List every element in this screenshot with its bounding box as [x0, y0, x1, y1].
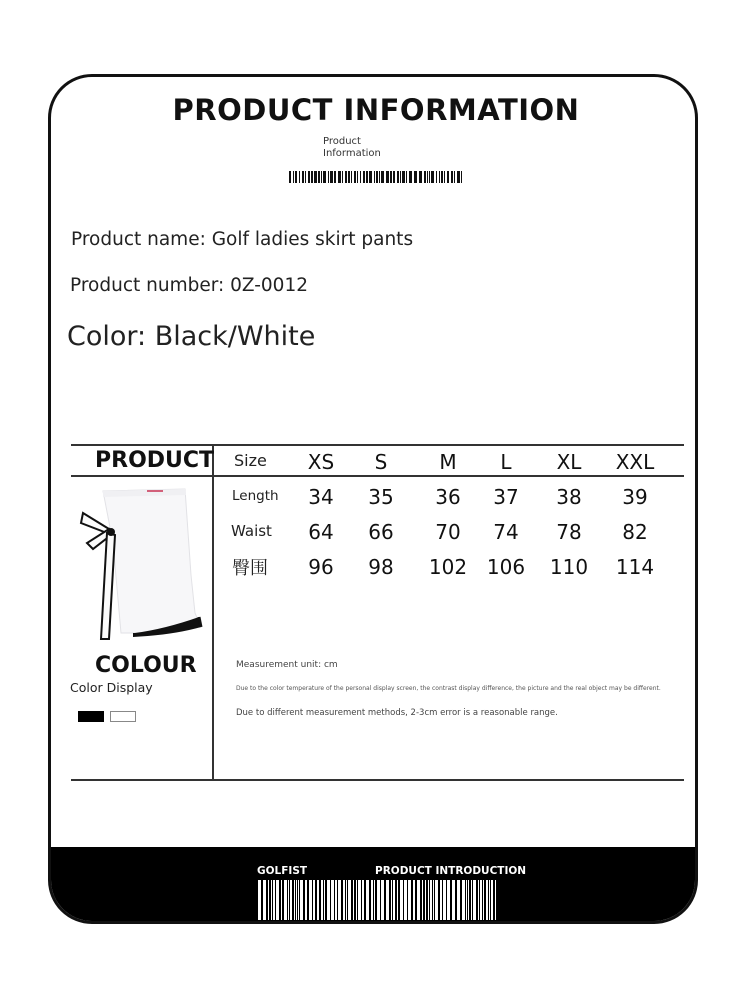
barcode-bar	[314, 171, 317, 183]
barcode-bar	[386, 171, 389, 183]
barcode-bar	[309, 880, 312, 920]
barcode-bar	[404, 880, 407, 920]
size-l: L	[500, 450, 512, 474]
table-cell: 37	[493, 485, 519, 509]
table-bottom-border	[71, 779, 684, 781]
barcode-bar	[406, 171, 407, 183]
barcode-bar	[305, 880, 307, 920]
product-name: Product name: Golf ladies skirt pants	[71, 229, 414, 250]
barcode-bar	[480, 880, 482, 920]
size-xxl: XXL	[615, 450, 655, 474]
barcode-bar	[334, 171, 336, 183]
barcode-bar	[386, 880, 389, 920]
barcode-bar	[345, 171, 347, 183]
barcode-bar	[433, 880, 434, 920]
table-cell: 82	[622, 520, 648, 544]
barcode-bar	[271, 880, 272, 920]
barcode-bar	[436, 171, 437, 183]
barcode-bar	[305, 171, 306, 183]
barcode-bar	[357, 171, 358, 183]
barcode-bar	[366, 171, 368, 183]
subtitle-line-1: Product	[323, 136, 361, 147]
barcode-bar	[295, 171, 297, 183]
barcode-bar	[414, 171, 417, 183]
barcode-bar	[441, 171, 443, 183]
subtitle	[323, 136, 381, 160]
barcode-bar	[413, 880, 415, 920]
table-top-border	[71, 444, 684, 446]
barcode-bar	[331, 880, 334, 920]
table-header-border	[71, 475, 684, 477]
barcode-bar	[343, 880, 345, 920]
table-cell: 38	[556, 485, 582, 509]
barcode-bar	[440, 880, 442, 920]
barcode-bar	[327, 880, 330, 920]
barcode-bar	[390, 171, 392, 183]
barcode-bar	[371, 880, 373, 920]
black-swatch	[78, 711, 104, 722]
measurement-error-note: Due to different measurement methods, 2-3cm error is a reasonable range.	[236, 708, 558, 718]
barcode-bar	[473, 880, 476, 920]
barcode-bar	[348, 880, 351, 920]
barcode-bar	[471, 880, 472, 920]
barcode-bar	[381, 171, 384, 183]
barcode-bar	[360, 171, 361, 183]
barcode-bar	[400, 171, 401, 183]
barcode-bar	[381, 880, 384, 920]
barcode-bar	[447, 171, 449, 183]
barcode-bar	[452, 880, 455, 920]
barcode-bar	[454, 171, 455, 183]
barcode-bar	[338, 171, 341, 183]
footer-bar	[51, 847, 698, 924]
barcode-bar	[430, 880, 432, 920]
table-cell: 36	[435, 485, 461, 509]
barcode-bar	[461, 171, 462, 183]
barcode-bar	[356, 880, 357, 920]
barcode-bar	[466, 880, 467, 920]
table-cell: 34	[308, 485, 334, 509]
barcode-bar	[391, 880, 392, 920]
barcode-bar	[335, 880, 337, 920]
barcode-bar	[451, 171, 453, 183]
barcode-bar	[489, 880, 490, 920]
barcode-bar	[296, 880, 297, 920]
barcode-bar	[284, 880, 287, 920]
row-label-hip: 臀围	[232, 558, 268, 579]
table-cell: 106	[486, 555, 526, 579]
table-divider	[212, 444, 214, 780]
table-cell: 114	[615, 555, 655, 579]
barcode-bar	[422, 880, 423, 920]
barcode-bar	[317, 880, 319, 920]
table-cell: 74	[493, 520, 519, 544]
barcode-bar	[374, 880, 375, 920]
barcode-bar	[393, 880, 395, 920]
barcode-bar	[379, 171, 380, 183]
table-cell: 102	[428, 555, 468, 579]
barcode-bar	[447, 880, 450, 920]
barcode-bar	[419, 171, 422, 183]
barcode-bar	[318, 171, 320, 183]
footer-label: PRODUCT INTRODUCTION	[375, 865, 527, 877]
size-label: Size	[234, 451, 267, 470]
barcode-bar	[417, 880, 420, 920]
barcode-bar	[281, 880, 282, 920]
table-cell: 35	[368, 485, 394, 509]
barcode-bar	[338, 880, 341, 920]
barcode-bar	[293, 171, 294, 183]
barcode-bar	[358, 880, 361, 920]
barcode-bar	[439, 171, 440, 183]
barcode-bar	[397, 880, 398, 920]
barcode-bar	[424, 171, 426, 183]
barcode-bar	[342, 171, 343, 183]
table-cell: 98	[368, 555, 394, 579]
footer-brand: GOLFIST	[257, 865, 308, 877]
table-cell: 64	[308, 520, 334, 544]
barcode-bar	[294, 880, 295, 920]
barcode-bar	[444, 171, 445, 183]
row-label-length: Length	[232, 488, 279, 504]
barcode-bar	[369, 171, 372, 183]
barcode-bar	[362, 880, 364, 920]
barcode-bar	[346, 880, 347, 920]
table-cell: 96	[308, 555, 334, 579]
barcode-bar	[288, 880, 289, 920]
barcode-bar	[289, 171, 291, 183]
barcode-bar	[363, 171, 365, 183]
table-cell: 110	[549, 555, 589, 579]
barcode-bar	[348, 171, 350, 183]
barcode-bar	[263, 880, 266, 920]
barcode-bar	[427, 171, 428, 183]
footer-barcode	[258, 880, 498, 920]
barcode-bar	[397, 171, 399, 183]
barcode-bar	[354, 171, 356, 183]
product-info-card	[48, 74, 698, 924]
barcode-bar	[299, 171, 300, 183]
barcode-bar	[457, 880, 460, 920]
barcode-bar	[377, 880, 380, 920]
barcode-bar	[324, 880, 325, 920]
product-color: Color: Black/White	[67, 321, 316, 352]
barcode-bar	[351, 171, 352, 183]
barcode-bar	[268, 880, 269, 920]
size-xl: XL	[556, 450, 582, 474]
barcode-bar	[462, 880, 465, 920]
size-m: M	[439, 450, 457, 474]
barcode-bar	[330, 171, 333, 183]
barcode-bar	[302, 171, 304, 183]
barcode-bar	[428, 880, 429, 920]
barcode-bar	[321, 171, 322, 183]
barcode-bar	[425, 880, 426, 920]
barcode-bar	[468, 880, 469, 920]
header-barcode	[289, 171, 465, 183]
size-s: S	[374, 450, 388, 474]
barcode-bar	[409, 171, 412, 183]
table-cell: 70	[435, 520, 461, 544]
barcode-bar	[491, 880, 493, 920]
barcode-bar	[290, 880, 292, 920]
measurement-unit: Measurement unit: cm	[236, 660, 338, 670]
barcode-bar	[376, 171, 378, 183]
barcode-bar	[400, 880, 403, 920]
barcode-bar	[457, 171, 460, 183]
white-swatch	[110, 711, 136, 722]
barcode-bar	[483, 880, 484, 920]
barcode-bar	[313, 880, 315, 920]
barcode-bar	[323, 171, 326, 183]
product-number: Product number: 0Z-0012	[70, 275, 308, 296]
barcode-bar	[258, 880, 261, 920]
row-label-waist: Waist	[231, 522, 272, 540]
table-cell: 78	[556, 520, 582, 544]
barcode-bar	[298, 880, 299, 920]
barcode-bar	[431, 171, 434, 183]
colour-heading: COLOUR	[95, 653, 197, 678]
color-disclaimer: Due to the color temperature of the personal display screen, the contrast display difference, the picture and the real object may be different.	[236, 685, 661, 692]
barcode-bar	[276, 880, 279, 920]
barcode-bar	[393, 171, 395, 183]
subtitle-line-2: Information	[323, 148, 381, 159]
barcode-bar	[273, 880, 275, 920]
barcode-bar	[374, 171, 375, 183]
barcode-bar	[402, 171, 405, 183]
barcode-bar	[486, 880, 488, 920]
barcode-bar	[478, 880, 479, 920]
barcode-bar	[353, 880, 354, 920]
page-title: PRODUCT INFORMATION	[172, 93, 580, 127]
barcode-bar	[435, 880, 438, 920]
product-heading: PRODUCT	[95, 448, 215, 473]
barcode-bar	[366, 880, 369, 920]
barcode-bar	[429, 171, 430, 183]
barcode-bar	[328, 171, 329, 183]
table-cell: 66	[368, 520, 394, 544]
barcode-bar	[321, 880, 323, 920]
barcode-bar	[495, 880, 496, 920]
barcode-bar	[443, 880, 446, 920]
barcode-bar	[408, 880, 411, 920]
table-cell: 39	[622, 485, 648, 509]
colour-display-label: Color Display	[70, 680, 153, 695]
barcode-bar	[308, 171, 310, 183]
size-xs: XS	[307, 450, 335, 474]
barcode-bar	[311, 171, 313, 183]
barcode-bar	[300, 880, 303, 920]
skirt-image	[73, 483, 203, 645]
